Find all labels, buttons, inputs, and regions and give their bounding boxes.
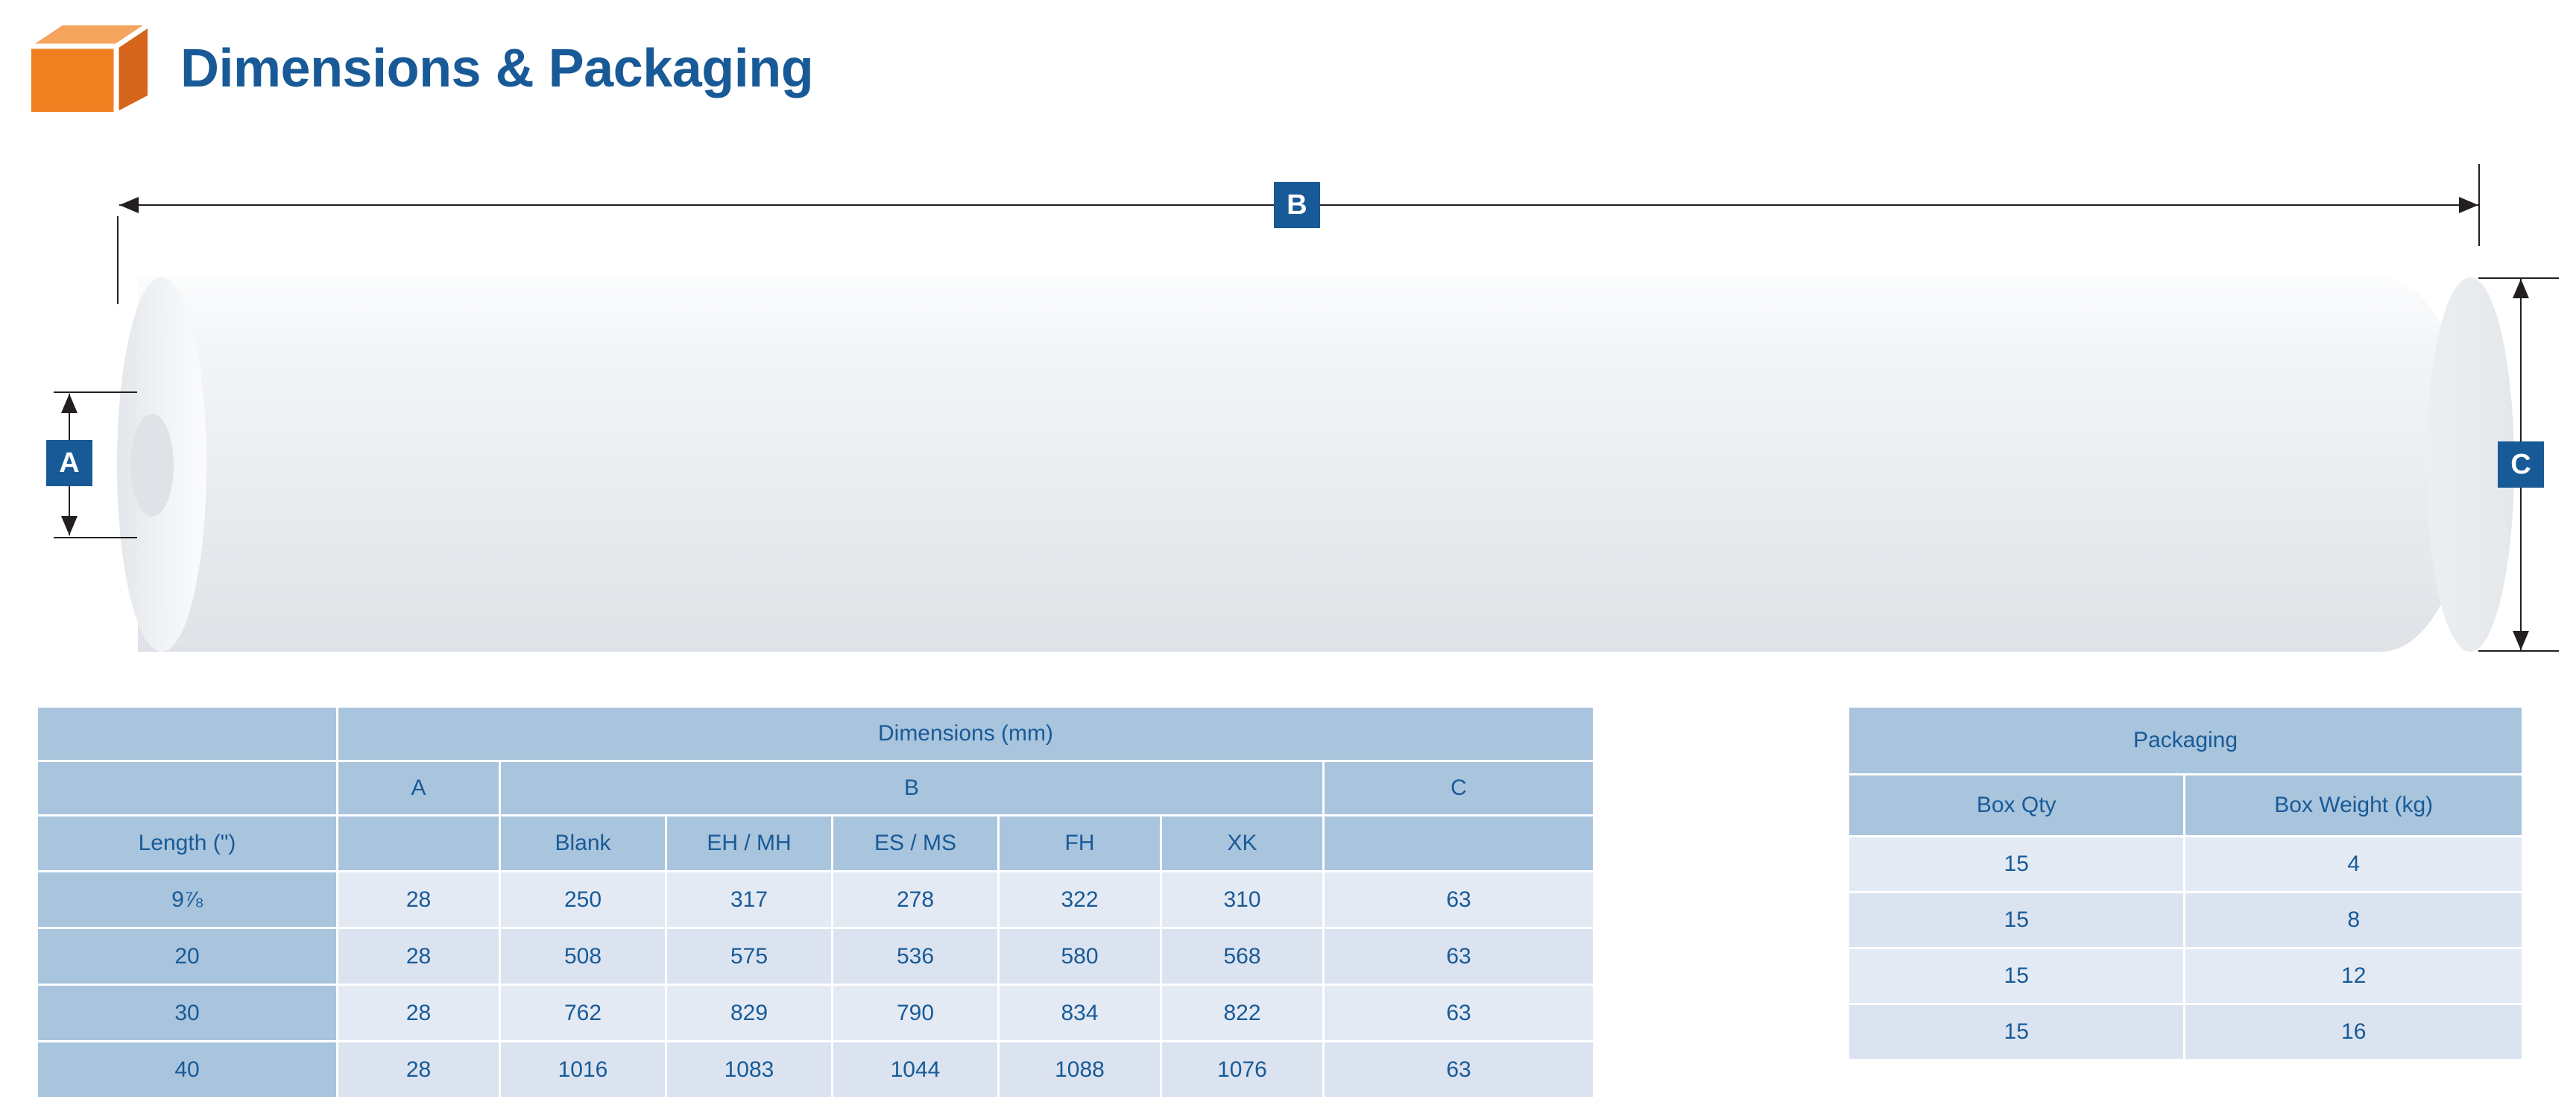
subheader-fh: FH xyxy=(1000,816,1160,870)
corner-cell-blank xyxy=(38,708,336,760)
cell-xk: 310 xyxy=(1162,872,1322,927)
cell-box-qty: 15 xyxy=(1849,1005,2183,1059)
packaging-table-wrapper xyxy=(1847,705,2524,1061)
cell-box-qty: 15 xyxy=(1849,893,2183,947)
table-row xyxy=(1849,708,2522,773)
table-row xyxy=(1849,1005,2522,1059)
dimensions-table-wrapper xyxy=(36,705,1750,1099)
cell-box-qty: 15 xyxy=(1849,949,2183,1003)
cell-xk: 822 xyxy=(1162,986,1322,1040)
table-row xyxy=(1849,775,2522,835)
cell-blank: 762 xyxy=(501,986,665,1040)
cell-es-ms: 1044 xyxy=(833,1042,997,1097)
cell-a: 28 xyxy=(338,1042,499,1097)
cell-length: 40 xyxy=(38,1042,336,1097)
table-row xyxy=(1849,893,2522,947)
dimensions-table xyxy=(36,705,1595,1099)
cell-xk: 568 xyxy=(1162,929,1322,984)
cell-eh-mh: 575 xyxy=(667,929,831,984)
page-header xyxy=(27,21,813,116)
a-extension-bottom xyxy=(54,537,137,538)
cell-length: 30 xyxy=(38,986,336,1040)
a-arrow-up xyxy=(61,394,78,413)
c-extension-bottom xyxy=(2478,650,2559,652)
b-arrow-left xyxy=(119,197,139,213)
column-header-b: B xyxy=(501,762,1322,814)
table-row xyxy=(38,872,1593,927)
cell-eh-mh: 1083 xyxy=(667,1042,831,1097)
cell-blank: 250 xyxy=(501,872,665,927)
column-header-box-qty: Box Qty xyxy=(1849,775,2183,835)
cell-a: 28 xyxy=(338,929,499,984)
subheader-c-blank xyxy=(1325,816,1593,870)
table-row xyxy=(38,1042,1593,1097)
b-extension-right xyxy=(2478,164,2480,246)
cell-blank: 1016 xyxy=(501,1042,665,1097)
column-header-box-weight: Box Weight (kg) xyxy=(2185,775,2522,835)
cell-box-weight: 16 xyxy=(2185,1005,2522,1059)
cell-a: 28 xyxy=(338,872,499,927)
cell-eh-mh: 317 xyxy=(667,872,831,927)
cell-es-ms: 278 xyxy=(833,872,997,927)
cell-c: 63 xyxy=(1325,986,1593,1040)
cell-a: 28 xyxy=(338,986,499,1040)
table-row xyxy=(38,708,1593,760)
cell-c: 63 xyxy=(1325,929,1593,984)
cell-fh: 580 xyxy=(1000,929,1160,984)
cell-box-qty: 15 xyxy=(1849,837,2183,891)
dimension-label-a: A xyxy=(46,440,92,486)
packaging-title: Packaging xyxy=(1849,708,2522,773)
table-row xyxy=(1849,949,2522,1003)
table-row xyxy=(38,929,1593,984)
cell-box-weight: 4 xyxy=(2185,837,2522,891)
cell-length: 9⅞ xyxy=(38,872,336,927)
subheader-blank: Blank xyxy=(501,816,665,870)
table-row xyxy=(38,816,1593,870)
a-arrow-down xyxy=(61,516,78,535)
c-arrow-down xyxy=(2513,631,2529,650)
b-extension-left xyxy=(117,216,119,304)
column-header-c: C xyxy=(1325,762,1593,814)
cell-fh: 322 xyxy=(1000,872,1160,927)
cylinder-bore xyxy=(130,414,174,517)
cylinder-body xyxy=(138,277,2471,652)
a-extension-top xyxy=(54,391,137,393)
c-arrow-up xyxy=(2513,279,2529,298)
cell-box-weight: 12 xyxy=(2185,949,2522,1003)
subheader-a-blank xyxy=(338,816,499,870)
subheader-eh-mh: EH / MH xyxy=(667,816,831,870)
cell-xk: 1076 xyxy=(1162,1042,1322,1097)
row-header-length: Length (") xyxy=(38,816,336,870)
cell-blank: 508 xyxy=(501,929,665,984)
cell-fh: 1088 xyxy=(1000,1042,1160,1097)
cell-c: 63 xyxy=(1325,872,1593,927)
dimension-label-b: B xyxy=(1274,182,1320,228)
column-header-a: A xyxy=(338,762,499,814)
dimensions-group-title: Dimensions (mm) xyxy=(338,708,1593,760)
table-row xyxy=(38,986,1593,1040)
product-dimension-diagram xyxy=(0,149,2576,679)
cell-box-weight: 8 xyxy=(2185,893,2522,947)
table-row xyxy=(1849,837,2522,891)
cell-es-ms: 790 xyxy=(833,986,997,1040)
subheader-xk: XK xyxy=(1162,816,1322,870)
subheader-es-ms: ES / MS xyxy=(833,816,997,870)
cell-fh: 834 xyxy=(1000,986,1160,1040)
corner-cell-blank-2 xyxy=(38,762,336,814)
packaging-table xyxy=(1847,705,2524,1061)
cell-length: 20 xyxy=(38,929,336,984)
cell-es-ms: 536 xyxy=(833,929,997,984)
table-row xyxy=(38,762,1593,814)
b-arrow-right xyxy=(2459,197,2478,213)
page-title: Dimensions & Packaging xyxy=(180,39,814,98)
dimension-label-c: C xyxy=(2498,441,2544,488)
cell-c: 63 xyxy=(1325,1042,1593,1097)
cube-box-icon xyxy=(27,21,152,116)
cell-eh-mh: 829 xyxy=(667,986,831,1040)
